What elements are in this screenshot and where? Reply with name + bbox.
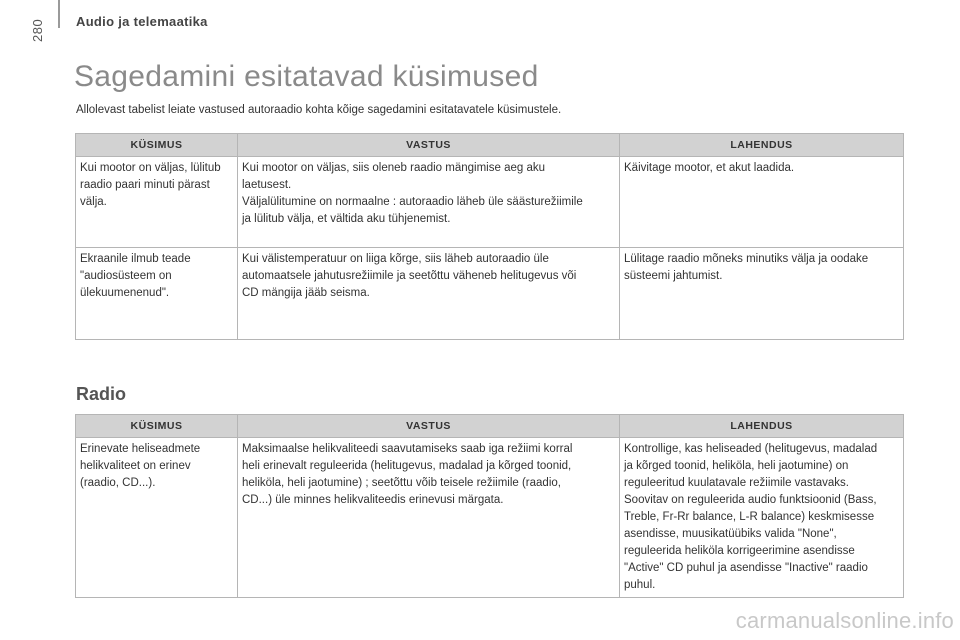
table-row — [76, 438, 904, 598]
cell-line: (raadio, CD...). — [80, 477, 156, 489]
question-cell — [76, 438, 238, 598]
cell-line: Kontrollige, kas heliseaded (helitugevus, madalad — [624, 443, 878, 455]
running-header: Audio ja telemaatika — [76, 14, 208, 29]
column-header-question: KÜSIMUS — [76, 134, 238, 157]
cell-line: Väljalülitumine on normaalne : autoraadio läheb üle säästurežiimile — [242, 196, 583, 208]
cell-line: ja lülitub välja, et vältida aku tühjenemist. — [242, 213, 451, 225]
table-header-row — [76, 415, 904, 438]
answer-cell — [238, 438, 620, 598]
cell-line: reguleeritud kuulatavale režiimile vastavaks. — [624, 477, 849, 489]
cell-line: välja. — [80, 196, 107, 208]
solution-cell — [620, 157, 904, 248]
cell-line: CD...) üle minnes helikvaliteedis erinevusi märgata. — [242, 494, 504, 506]
column-header-solution: LAHENDUS — [620, 415, 904, 438]
cell-line: süsteemi jahtumist. — [624, 270, 723, 282]
solution-cell — [620, 248, 904, 340]
column-header-solution: LAHENDUS — [620, 134, 904, 157]
cell-line: Maksimaalse helikvaliteedi saavutamiseks saab iga režiimi korral — [242, 443, 573, 455]
cell-line: Soovitav on reguleerida audio funktsioonid (Bass, — [624, 494, 877, 506]
cell-line: reguleerida heliköla korrigeerimine asendisse — [624, 545, 855, 557]
cell-line: helikvaliteet on erinev — [80, 460, 191, 472]
cell-line: automaatsele jahutusrežiimile ja seetõttu väheneb helitugevus või — [242, 270, 577, 282]
table-row — [76, 248, 904, 340]
table-row — [76, 157, 904, 248]
section-title-radio: Radio — [76, 384, 127, 404]
intro-text: Allolevast tabelist leiate vastused autoraadio kohta kõige sagedamini esitatavatele küsimustele. — [76, 104, 562, 116]
cell-line: raadio paari minuti pärast — [80, 179, 210, 191]
faq-table — [75, 133, 904, 340]
solution-cell — [620, 438, 904, 598]
cell-line: Kui mootor on väljas, siis oleneb raadio mängimise aeg aku — [242, 162, 545, 174]
watermark-text: carmanualsonline.info — [735, 608, 954, 633]
column-header-question: KÜSIMUS — [76, 415, 238, 438]
cell-line: asendisse, muusikatüübiks valida "None", — [624, 528, 837, 540]
answer-cell — [238, 157, 620, 248]
question-cell — [76, 248, 238, 340]
answer-cell — [238, 248, 620, 340]
cell-line: puhul. — [624, 579, 656, 591]
cell-line: ja kõrged toonid, heliköla, heli jaotumine) on — [624, 460, 849, 472]
page-number: 280 — [30, 18, 45, 42]
column-header-answer: VASTUS — [238, 134, 620, 157]
cell-line: CD mängija jääb seisma. — [242, 287, 370, 299]
side-rule — [58, 0, 60, 28]
cell-line: laetusest. — [242, 179, 292, 191]
question-cell — [76, 157, 238, 248]
cell-line: Ekraanile ilmub teade — [80, 253, 191, 265]
cell-line: "audiosüsteem on — [80, 270, 172, 282]
cell-line: Kui välistemperatuur on liiga kõrge, siis läheb autoraadio üle — [242, 253, 549, 265]
cell-line: Erinevate heliseadmete — [80, 443, 201, 455]
cell-line: "Active" CD puhul ja asendisse "Inactive" raadio — [624, 562, 868, 574]
cell-line: heli erinevalt reguleerida (helitugevus, madalad ja kõrged toonid, — [242, 460, 572, 472]
column-header-answer: VASTUS — [238, 415, 620, 438]
cell-line: heliköla, heli jaotumine) ; seetõttu võib teisele režiimile (raadio, — [242, 477, 561, 489]
table-header-row — [76, 134, 904, 157]
page-title: Sagedamini esitatavad küsimused — [74, 60, 539, 93]
cell-line: Kui mootor on väljas, lülitub — [80, 162, 221, 174]
cell-line: Käivitage mootor, et akut laadida. — [624, 162, 795, 174]
cell-line: Treble, Fr-Rr balance, L-R balance) keskmisesse — [624, 511, 875, 523]
radio-faq-table — [75, 414, 904, 598]
cell-line: Lülitage raadio mõneks minutiks välja ja oodake — [624, 253, 869, 265]
cell-line: ülekuumenenud". — [80, 287, 170, 299]
